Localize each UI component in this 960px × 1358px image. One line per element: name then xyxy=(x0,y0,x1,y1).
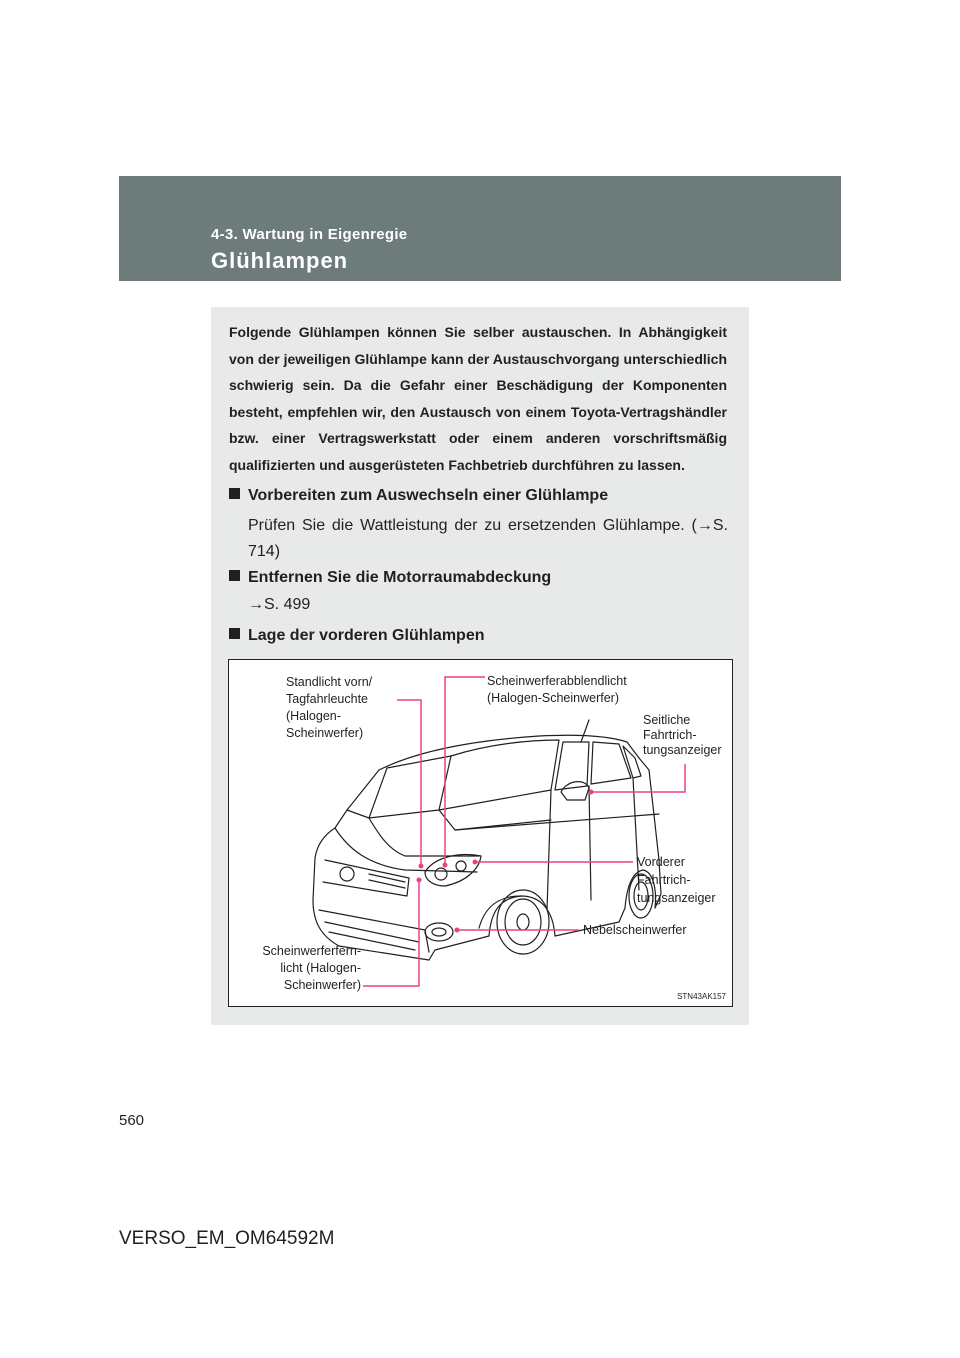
label-standlicht xyxy=(286,674,372,742)
label-fernlicht xyxy=(249,943,361,994)
label-line: Nebelscheinwerfer xyxy=(583,923,687,937)
label-abblendlicht xyxy=(487,673,627,707)
label-line: Fahrtrich- xyxy=(643,728,697,742)
label-nebel xyxy=(583,922,687,939)
label-seitliche xyxy=(643,713,722,758)
label-line: tungsanzeiger xyxy=(637,891,716,905)
leader-lines xyxy=(363,677,685,986)
page-number: 560 xyxy=(119,1112,145,1129)
label-vorderer xyxy=(637,853,716,907)
label-line: Fahrtrich- xyxy=(637,873,691,887)
label-line: tungsanzeiger xyxy=(643,743,722,757)
label-line: Scheinwerfer) xyxy=(286,726,364,740)
label-line: Scheinwerferabblendlicht xyxy=(487,674,627,688)
label-line: Vorderer xyxy=(637,855,685,869)
heading-text: Lage der vorderen Glühlampen xyxy=(248,627,485,644)
square-bullet-icon xyxy=(229,570,240,581)
label-line: Scheinwerferfern- xyxy=(262,944,361,958)
heading-vorbereiten xyxy=(229,487,608,505)
heading-lage xyxy=(229,627,485,645)
leader-markers xyxy=(417,790,594,933)
label-line: Scheinwerfer) xyxy=(283,978,361,992)
bulb-location-figure xyxy=(228,659,733,1007)
page-title: Glühlampen xyxy=(211,248,349,273)
ref-motorraum: →S. 499 xyxy=(248,596,311,613)
label-line: Standlicht vorn/ xyxy=(286,675,373,689)
label-line: Seitliche xyxy=(643,713,691,727)
content-panel xyxy=(211,307,749,1025)
square-bullet-icon xyxy=(229,628,240,639)
label-line: (Halogen-Scheinwerfer) xyxy=(487,691,620,705)
document-code: VERSO_EM_OM64592M xyxy=(119,1228,335,1249)
heading-text: Vorbereiten zum Auswechseln einer Glühlampe xyxy=(248,487,609,504)
intro-text: Folgende Glühlampen können Sie selber austauschen. In Abhängigkeit von der jeweiligen Glühlampe kann der Austauschvorgang unterschiedlich schwierig sein. Da die Gefahr einer Beschädigung der Komponenten besteht, empfehlen wir, den Austausch von einem Toyota-Vertragshändler bzw. einer Vertragswerkstatt oder einem anderen vorschriftsmäßig qualifizierten und ausgerüsteten Fachbetrieb durchführen zu lassen. xyxy=(229,324,727,473)
section-label: 4-3. Wartung in Eigenregie xyxy=(211,226,408,243)
chapter-header xyxy=(119,176,841,281)
text-vorbereiten: Prüfen Sie die Wattleistung der zu ersetzenden Glühlampe. (→S. 714) xyxy=(248,517,728,560)
label-line: Tagfahrleuchte xyxy=(286,692,369,706)
figure-code: STN43AK157 xyxy=(677,992,726,1001)
label-line: (Halogen- xyxy=(286,709,341,723)
heading-text: Entfernen Sie die Motorraumabdeckung xyxy=(248,569,552,586)
square-bullet-icon xyxy=(229,488,240,499)
label-line: licht (Halogen- xyxy=(280,961,361,975)
heading-motorraum xyxy=(229,569,551,587)
